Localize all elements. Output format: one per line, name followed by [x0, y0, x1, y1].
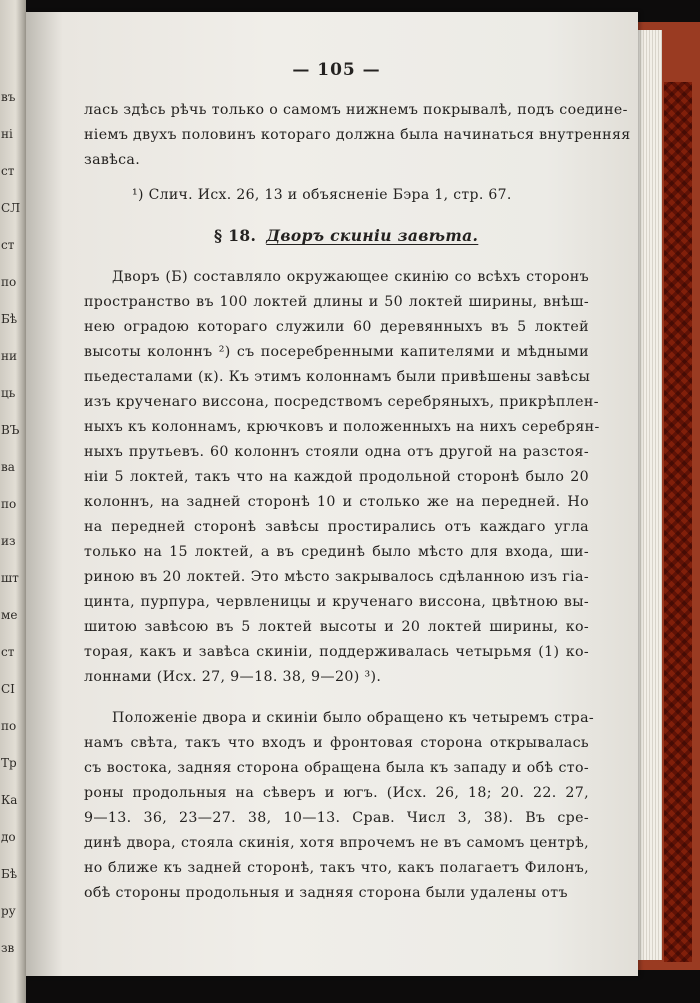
- left-page-text-fragment: ру: [1, 904, 16, 918]
- text-line: ніи 5 локтей, такъ что на каждой продольной сторонѣ было 20: [84, 469, 589, 485]
- text-line: Дворъ (Б) составляло окружающее скинію со всѣхъ сторонъ: [112, 269, 589, 285]
- left-page-text-fragment: ст: [1, 164, 15, 178]
- text-line: обѣ стороны продольныя и задняя сторона были удалены отъ: [84, 885, 568, 901]
- text-line: колоннъ, на задней сторонѣ 10 и столько же на передней. Но: [84, 494, 589, 510]
- paragraph-1: [84, 265, 600, 690]
- text-line: нею оградою котораго служили 60 деревянныхъ въ 5 локтей: [84, 319, 589, 335]
- section-heading: [84, 223, 589, 249]
- left-page-text-fragment: ст: [1, 645, 15, 659]
- left-page-text-fragment: Бѣ: [1, 867, 18, 881]
- left-page-text-fragment: ВЪ: [1, 423, 20, 437]
- page-text: [84, 60, 631, 906]
- text-line: шитою завѣсою въ 5 локтей высоты и 20 локтей ширины, ко-: [84, 619, 589, 635]
- left-page-text-fragment: по: [1, 719, 17, 733]
- section-title: Дворъ скиніи завѣта.: [266, 226, 479, 245]
- left-page-text-fragment: Ка: [1, 793, 18, 807]
- left-page-text-fragment: шт: [1, 571, 19, 585]
- section-number: § 18.: [214, 226, 257, 245]
- paragraph-2: [84, 706, 595, 906]
- text-line: пространство въ 100 локтей длины и 50 локтей ширины, внѣш-: [84, 294, 589, 310]
- text-line: намъ свѣта, такъ что входъ и фронтовая сторона открывалась: [84, 735, 589, 751]
- text-line: только на 15 локтей, а въ срединѣ было мѣсто для входа, ши-: [84, 544, 589, 560]
- text-line: торая, какъ и завѣса скиніи, поддерживалась четырьмя (1) ко-: [84, 644, 589, 660]
- text-line: пьедесталами (к). Къ этимъ колоннамъ были привѣшены завѣсы: [84, 369, 591, 385]
- left-page-text-fragment: по: [1, 497, 17, 511]
- footnote: ¹) Слич. Исх. 26, 13 и объясненіе Бэра 1, стр. 67.: [132, 187, 512, 203]
- text-line: риною въ 20 локтей. Это мѣсто закрывалось сдѣланною изъ гіа-: [84, 569, 589, 585]
- left-page-text-fragment: по: [1, 275, 17, 289]
- text-line: изъ крученаго виссона, посредствомъ серебряныхъ, прикрѣплен-: [84, 394, 599, 410]
- text-line: динѣ двора, стояла скинія, хотя впрочемъ не въ самомъ центрѣ,: [84, 835, 589, 851]
- text-line: завѣса.: [84, 152, 141, 168]
- text-line: высоты колоннъ ²) съ посеребренными капителями и мѣдными: [84, 344, 589, 360]
- book-page: [26, 12, 638, 976]
- left-page-text-fragment: СІ: [1, 682, 15, 696]
- paragraph-top: [84, 98, 631, 173]
- text-line: ніемъ двухъ половинъ котораго должна была начинаться внутренняя: [84, 127, 631, 143]
- text-line: лоннами (Исх. 27, 9—18. 38, 9—20) ³).: [84, 669, 382, 685]
- text-line: съ востока, задняя сторона обращена была къ западу и обѣ сто-: [84, 760, 589, 776]
- text-line: 9—13. 36, 23—27. 38, 10—13. Срав. Числ 3, 38). Въ сре-: [84, 810, 589, 826]
- left-page-text-fragment: Тр: [1, 756, 17, 770]
- text-line: роны продольныя на сѣверъ и югъ. (Исх. 26, 18; 20. 22. 27,: [84, 785, 589, 801]
- text-line: цинта, пурпура, червленицы и крученаго виссона, цвѣтною вы-: [84, 594, 589, 610]
- page-number: — 105 —: [292, 60, 381, 80]
- text-line: на передней сторонѣ завѣсы простирались отъ каждаго угла: [84, 519, 589, 535]
- text-line: Положеніе двора и скиніи было обращено къ четыремъ стра-: [112, 710, 595, 726]
- left-page-text-fragment: ць: [1, 386, 16, 400]
- left-page-text-fragment: СЛ: [1, 201, 21, 215]
- left-page-text-fragment: ни: [1, 349, 17, 363]
- text-line: лась здѣсь рѣчь только о самомъ нижнемъ покрывалѣ, подъ соедине-: [84, 102, 628, 118]
- left-page-text-fragment: въ: [1, 90, 16, 104]
- left-page-edge: [0, 0, 26, 1003]
- text-line: ныхъ къ колоннамъ, крючковъ и положенныхъ на нихъ серебрян-: [84, 419, 600, 435]
- left-page-text-fragment: ме: [1, 608, 18, 622]
- left-page-text-fragment: из: [1, 534, 16, 548]
- binding-weave-pattern: [664, 82, 692, 962]
- left-page-text-fragment: ні: [1, 127, 13, 141]
- left-page-text-fragment: ва: [1, 460, 15, 474]
- text-line: ныхъ прутьевъ. 60 колоннъ стояли одна отъ другой на разстоя-: [84, 444, 589, 460]
- left-page-text-fragment: ст: [1, 238, 15, 252]
- left-page-text-fragment: Бѣ: [1, 312, 18, 326]
- left-page-text-fragment: зв: [1, 941, 15, 955]
- left-page-text-fragment: до: [1, 830, 16, 844]
- text-line: но ближе къ задней сторонѣ, такъ что, какъ полагаетъ Филонъ,: [84, 860, 589, 876]
